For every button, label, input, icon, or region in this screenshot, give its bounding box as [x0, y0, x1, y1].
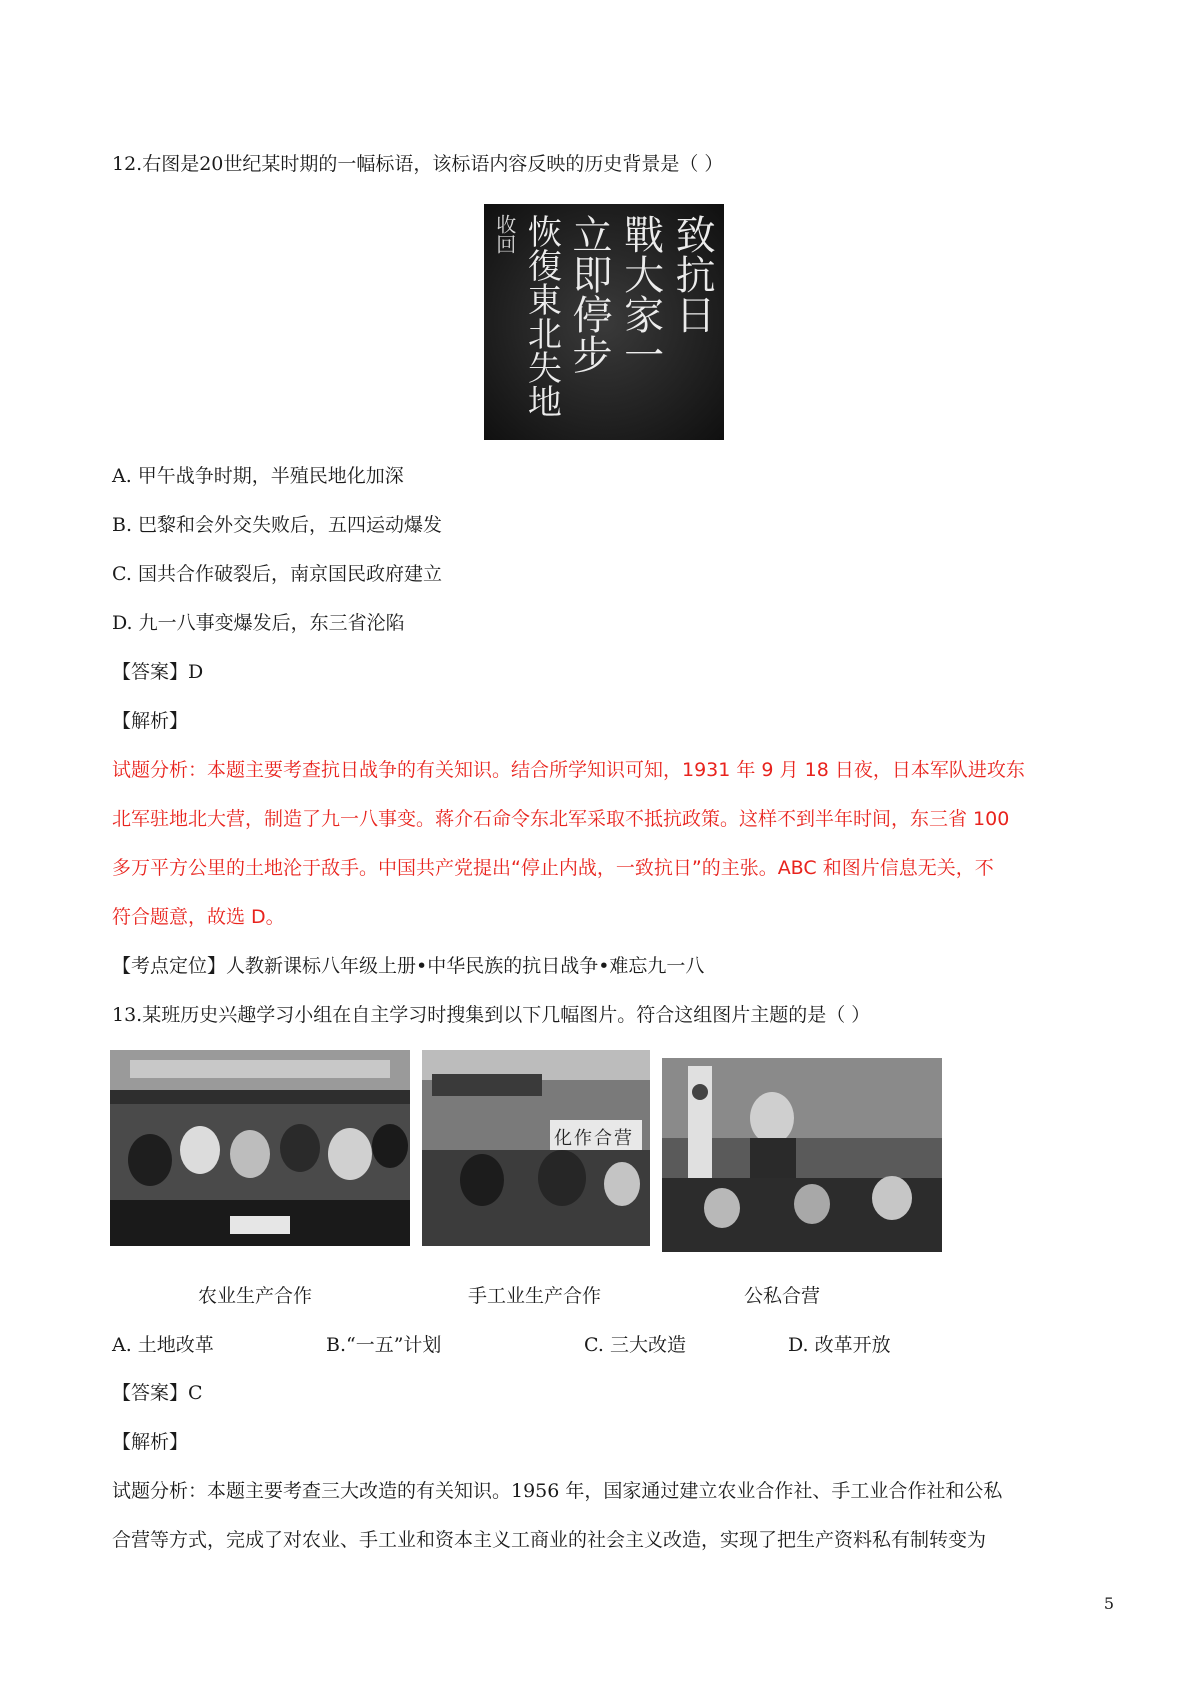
banner-text: 化作合营: [554, 1128, 634, 1149]
caption-handicraft: 手工业生产合作: [468, 1285, 602, 1307]
q13-analysis-label: [112, 1428, 188, 1456]
q13-analysis-line-2: 合营等方式，完成了对农业、手工业和资本主义工商业的社会主义改造，实现了把生产资料私有制转变为: [112, 1529, 987, 1551]
caption-joint-venture: 公私合营: [744, 1285, 821, 1307]
q12-option-a: A. 甲午战争时期，半殖民地化加深: [112, 465, 404, 487]
q13-option-a: A. 土地改革: [112, 1334, 214, 1356]
q13-analysis-line-1: 试题分析：本题主要考查三大改造的有关知识。1956 年，国家通过建立农业合作社、手工业合作社和公私: [112, 1480, 1003, 1502]
q12-stem: 12.右图是20世纪某时期的一幅标语，该标语内容反映的历史背景是（ ）: [112, 153, 724, 175]
photo-joint-venture: [662, 1058, 942, 1252]
q12-analysis-line-1: 试题分析：本题主要考查抗日战争的有关知识。结合所学知识可知，1931 年 9 月 18 日夜，日本军队进攻东: [112, 759, 1025, 781]
q12-option-c: C. 国共合作破裂后，南京国民政府建立: [112, 563, 442, 585]
photo-handicraft: [422, 1050, 650, 1246]
q12-answer: 【答案】D: [112, 661, 204, 683]
slogan-col-2: 戰大家一: [617, 214, 664, 374]
photo-agriculture: [110, 1050, 410, 1246]
q12-analysis-line-4: 符合题意，故选 D。: [112, 906, 285, 928]
slogan-text: [484, 204, 724, 440]
photo-joint-venture-graphic: [662, 1058, 942, 1252]
caption-agriculture: 农业生产合作: [198, 1285, 313, 1307]
slogan-col-3: 立即停步: [565, 214, 612, 374]
slogan-col-4: 恢復東北失地: [521, 214, 562, 418]
q13-option-c: C. 三大改造: [584, 1334, 686, 1356]
q12-analysis-line-2: 北军驻地北大营，制造了九一八事变。蒋介石命令东北军采取不抵抗政策。这样不到半年时间，东三省 100: [112, 808, 1010, 830]
q12-option-d: D. 九一八事变爆发后，东三省沦陷: [112, 612, 405, 634]
slogan-col-5: 收回: [492, 214, 517, 254]
q13-option-d: D. 改革开放: [788, 1334, 891, 1356]
slogan-photo: [484, 204, 724, 440]
q13-option-b: B.“一五”计划: [326, 1334, 442, 1356]
page-number: 5: [1103, 1594, 1114, 1613]
q13-answer: 【答案】C: [112, 1382, 203, 1404]
q12-analysis-label: 【解析】: [112, 710, 189, 732]
q12-analysis-line-3: 多万平方公里的土地沦于敌手。中国共产党提出“停止内战，一致抗日”的主张。ABC 和图片信息无关，不: [112, 857, 994, 879]
q13-stem: 13.某班历史兴趣学习小组在自主学习时搜集到以下几幅图片。符合这组图片主题的是（ ）: [112, 1004, 871, 1026]
q12-kaodian: 【考点定位】人教新课标八年级上册•中华民族的抗日战争•难忘九一八: [112, 955, 705, 977]
slogan-col-1: 致抗日: [669, 214, 716, 334]
q12-option-b: B. 巴黎和会外交失败后，五四运动爆发: [112, 514, 443, 536]
photo-agriculture-graphic: [110, 1050, 410, 1246]
q13-analysis-label-text: 【解析】: [112, 1431, 189, 1453]
